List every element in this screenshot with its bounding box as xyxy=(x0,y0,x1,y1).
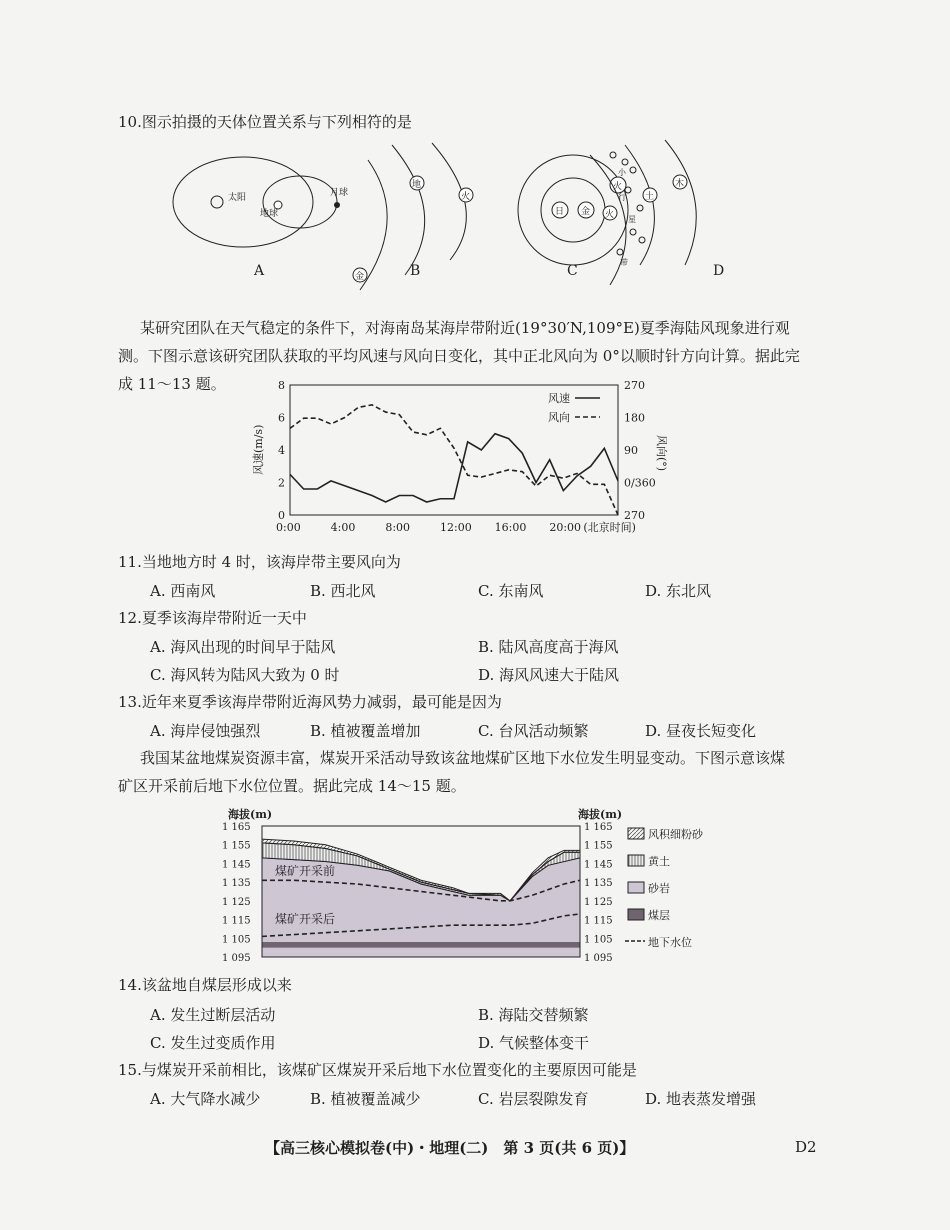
q13-option-a[interactable]: A. 海岸侵蚀强烈 xyxy=(150,722,261,740)
q15-option-b[interactable]: B. 植被覆盖减少 xyxy=(310,1090,421,1108)
q10-stem: 10.图示拍摄的天体位置关系与下列相符的是 xyxy=(118,113,412,131)
svg-text:C: C xyxy=(567,263,578,279)
svg-text:日: 日 xyxy=(555,207,565,217)
moon-icon xyxy=(334,202,340,208)
svg-text:木: 木 xyxy=(675,179,685,189)
x-tick-label: 20:00 xyxy=(549,521,582,534)
svg-text:地球: 地球 xyxy=(260,209,279,219)
footer-code: D2 xyxy=(795,1138,817,1156)
y2-tick-label: 1 105 xyxy=(584,934,613,946)
svg-text:A: A xyxy=(254,263,265,279)
coal-seam xyxy=(262,942,580,948)
y2-tick-label: 1 155 xyxy=(584,840,613,852)
footer-title: 【高三核心模拟卷(中)・地理(二) 第 3 页(共 6 页)】 xyxy=(265,1139,635,1157)
y-tick-label: 1 115 xyxy=(222,915,251,927)
svg-text:火: 火 xyxy=(613,182,623,192)
y2-tick-label: 1 115 xyxy=(584,915,613,927)
q13-option-b[interactable]: B. 植被覆盖增加 xyxy=(310,722,421,740)
legend-label: 风积细粉砂 xyxy=(648,828,703,841)
y2-tick-label: 270 xyxy=(624,379,645,392)
y-tick-label: 1 105 xyxy=(222,934,251,946)
legend-label: 煤层 xyxy=(648,909,670,922)
legend-label: 风速 xyxy=(548,392,570,405)
q14-option-c[interactable]: C. 发生过变质作用 xyxy=(150,1034,276,1052)
q14-option-a[interactable]: A. 发生过断层活动 xyxy=(150,1006,276,1024)
option-a-diagram xyxy=(173,157,348,279)
q15-stem: 15.与煤炭开采前相比，该煤矿区煤炭开采后地下水位置变化的主要原因可能是 xyxy=(118,1061,637,1079)
q11-option-b[interactable]: B. 西北风 xyxy=(310,582,376,600)
svg-text:地: 地 xyxy=(412,180,422,190)
annotation-before: 煤矿开采前 xyxy=(275,864,336,878)
y2-tick-label: 1 125 xyxy=(584,896,613,908)
y2-tick-label: 1 095 xyxy=(584,953,613,964)
y2-tick-label: 1 135 xyxy=(584,878,613,890)
q11-option-a[interactable]: A. 西南风 xyxy=(150,582,216,600)
svg-text:B: B xyxy=(410,263,421,279)
q13-option-c[interactable]: C. 台风活动频繁 xyxy=(478,722,589,740)
x-axis-label: (北京时间) xyxy=(583,521,636,534)
svg-text:行: 行 xyxy=(618,193,626,202)
intro2-line2: 矿区开采前后地下水位位置。据此完成 14～15 题。 xyxy=(118,777,466,795)
y-tick-label: 6 xyxy=(278,411,285,425)
svg-text:带: 带 xyxy=(620,258,628,267)
q10-diagrams xyxy=(170,140,790,290)
q11-option-d[interactable]: D. 东北风 xyxy=(645,582,712,600)
q15-option-c[interactable]: C. 岩层裂隙发育 xyxy=(478,1090,589,1108)
y2-tick-label: 180 xyxy=(624,411,645,425)
y2-tick-label: 1 165 xyxy=(584,822,613,833)
legend-label: 地下水位 xyxy=(648,936,692,949)
svg-text:金: 金 xyxy=(581,207,591,217)
intro1-line3: 成 11～13 题。 xyxy=(118,375,226,393)
svg-text:D: D xyxy=(713,263,725,279)
svg-text:金: 金 xyxy=(355,272,365,282)
q12-option-c[interactable]: C. 海风转为陆风大致为 0 时 xyxy=(150,666,340,684)
q13-option-d[interactable]: D. 昼夜长短变化 xyxy=(645,722,757,740)
q14-option-d[interactable]: D. 气候整体变干 xyxy=(478,1034,590,1052)
annotation-after: 煤矿开采后 xyxy=(275,912,336,926)
q11-option-c[interactable]: C. 东南风 xyxy=(478,582,544,600)
sun-icon xyxy=(211,196,223,208)
svg-text:火: 火 xyxy=(605,210,615,220)
intro2-line1: 我国某盆地煤炭资源丰富，煤炭开采活动导致该盆地煤矿区地下水位发生明显变动。下图示意该煤 xyxy=(140,749,786,767)
legend-swatch xyxy=(628,855,644,866)
q12-option-d[interactable]: D. 海风风速大于陆风 xyxy=(478,666,620,684)
y-tick-label: 1 155 xyxy=(222,840,251,852)
svg-text:土: 土 xyxy=(645,192,655,202)
y2-axis-label: 海拔(m) xyxy=(578,808,623,821)
y-tick-label: 4 xyxy=(278,444,285,457)
y-tick-label: 2 xyxy=(278,476,285,490)
y-axis-label: 海拔(m) xyxy=(228,808,273,821)
q12-stem: 12.夏季该海岸带附近一天中 xyxy=(118,609,307,627)
svg-text:星: 星 xyxy=(628,215,636,224)
y2-tick-label: 1 145 xyxy=(584,859,613,871)
svg-text:太阳: 太阳 xyxy=(228,193,247,203)
x-tick-label: 12:00 xyxy=(440,521,472,534)
y-tick-label: 1 165 xyxy=(222,822,251,833)
svg-text:小: 小 xyxy=(618,168,626,177)
q14-stem: 14.该盆地自煤层形成以来 xyxy=(118,976,292,994)
series-line-0 xyxy=(290,434,618,502)
q14-option-b[interactable]: B. 海陆交替频繁 xyxy=(478,1006,589,1024)
legend-swatch xyxy=(628,882,644,893)
legend-label: 风向 xyxy=(548,411,570,424)
x-tick-label: 4:00 xyxy=(330,521,356,534)
x-tick-label: 0:00 xyxy=(276,521,301,534)
y-axis-label: 风速(m/s) xyxy=(252,424,265,475)
y-tick-label: 1 125 xyxy=(222,896,251,908)
y-tick-label: 1 145 xyxy=(222,859,251,871)
legend-label: 砂岩 xyxy=(648,882,670,895)
x-tick-label: 8:00 xyxy=(385,521,411,534)
y-tick-label: 1 095 xyxy=(222,953,251,964)
y2-tick-label: 90 xyxy=(624,444,638,457)
y-tick-label: 0 xyxy=(278,509,285,522)
groundwater-section-chart xyxy=(220,800,703,970)
y2-axis-label: 风向(°) xyxy=(655,435,668,472)
y-tick-label: 8 xyxy=(278,379,285,392)
legend-label: 黄土 xyxy=(648,855,670,868)
option-d-diagram xyxy=(590,140,724,285)
q12-option-a[interactable]: A. 海风出现的时间早于陆风 xyxy=(150,638,336,656)
x-tick-label: 16:00 xyxy=(494,521,527,534)
q12-option-b[interactable]: B. 陆风高度高于海风 xyxy=(478,638,619,656)
svg-text:火: 火 xyxy=(461,192,471,202)
y-tick-label: 1 135 xyxy=(222,878,251,890)
option-b-diagram xyxy=(353,143,473,290)
q15-option-a[interactable]: A. 大气降水减少 xyxy=(150,1090,261,1108)
intro1-line1: 某研究团队在天气稳定的条件下，对海南岛某海岸带附近(19°30′N,109°E)夏季海陆风现象进行观 xyxy=(140,319,790,337)
svg-text:月球: 月球 xyxy=(330,188,349,198)
q15-option-d[interactable]: D. 地表蒸发增强 xyxy=(645,1090,757,1108)
q11-stem: 11.当地地方时 4 时，该海岸带主要风向为 xyxy=(118,553,401,571)
q13-stem: 13.近年来夏季该海岸带附近海风势力减弱，最可能是因为 xyxy=(118,693,502,711)
intro1-line2: 测。下图示意该研究团队获取的平均风速与风向日变化，其中正北风向为 0°以顺时针方向计算。据此完 xyxy=(118,347,800,365)
y2-tick-label: 0/360 xyxy=(624,476,656,490)
wind-chart xyxy=(250,375,670,545)
legend-swatch xyxy=(628,909,644,920)
y2-tick-label: 270 xyxy=(624,509,645,522)
legend-swatch xyxy=(628,828,644,839)
